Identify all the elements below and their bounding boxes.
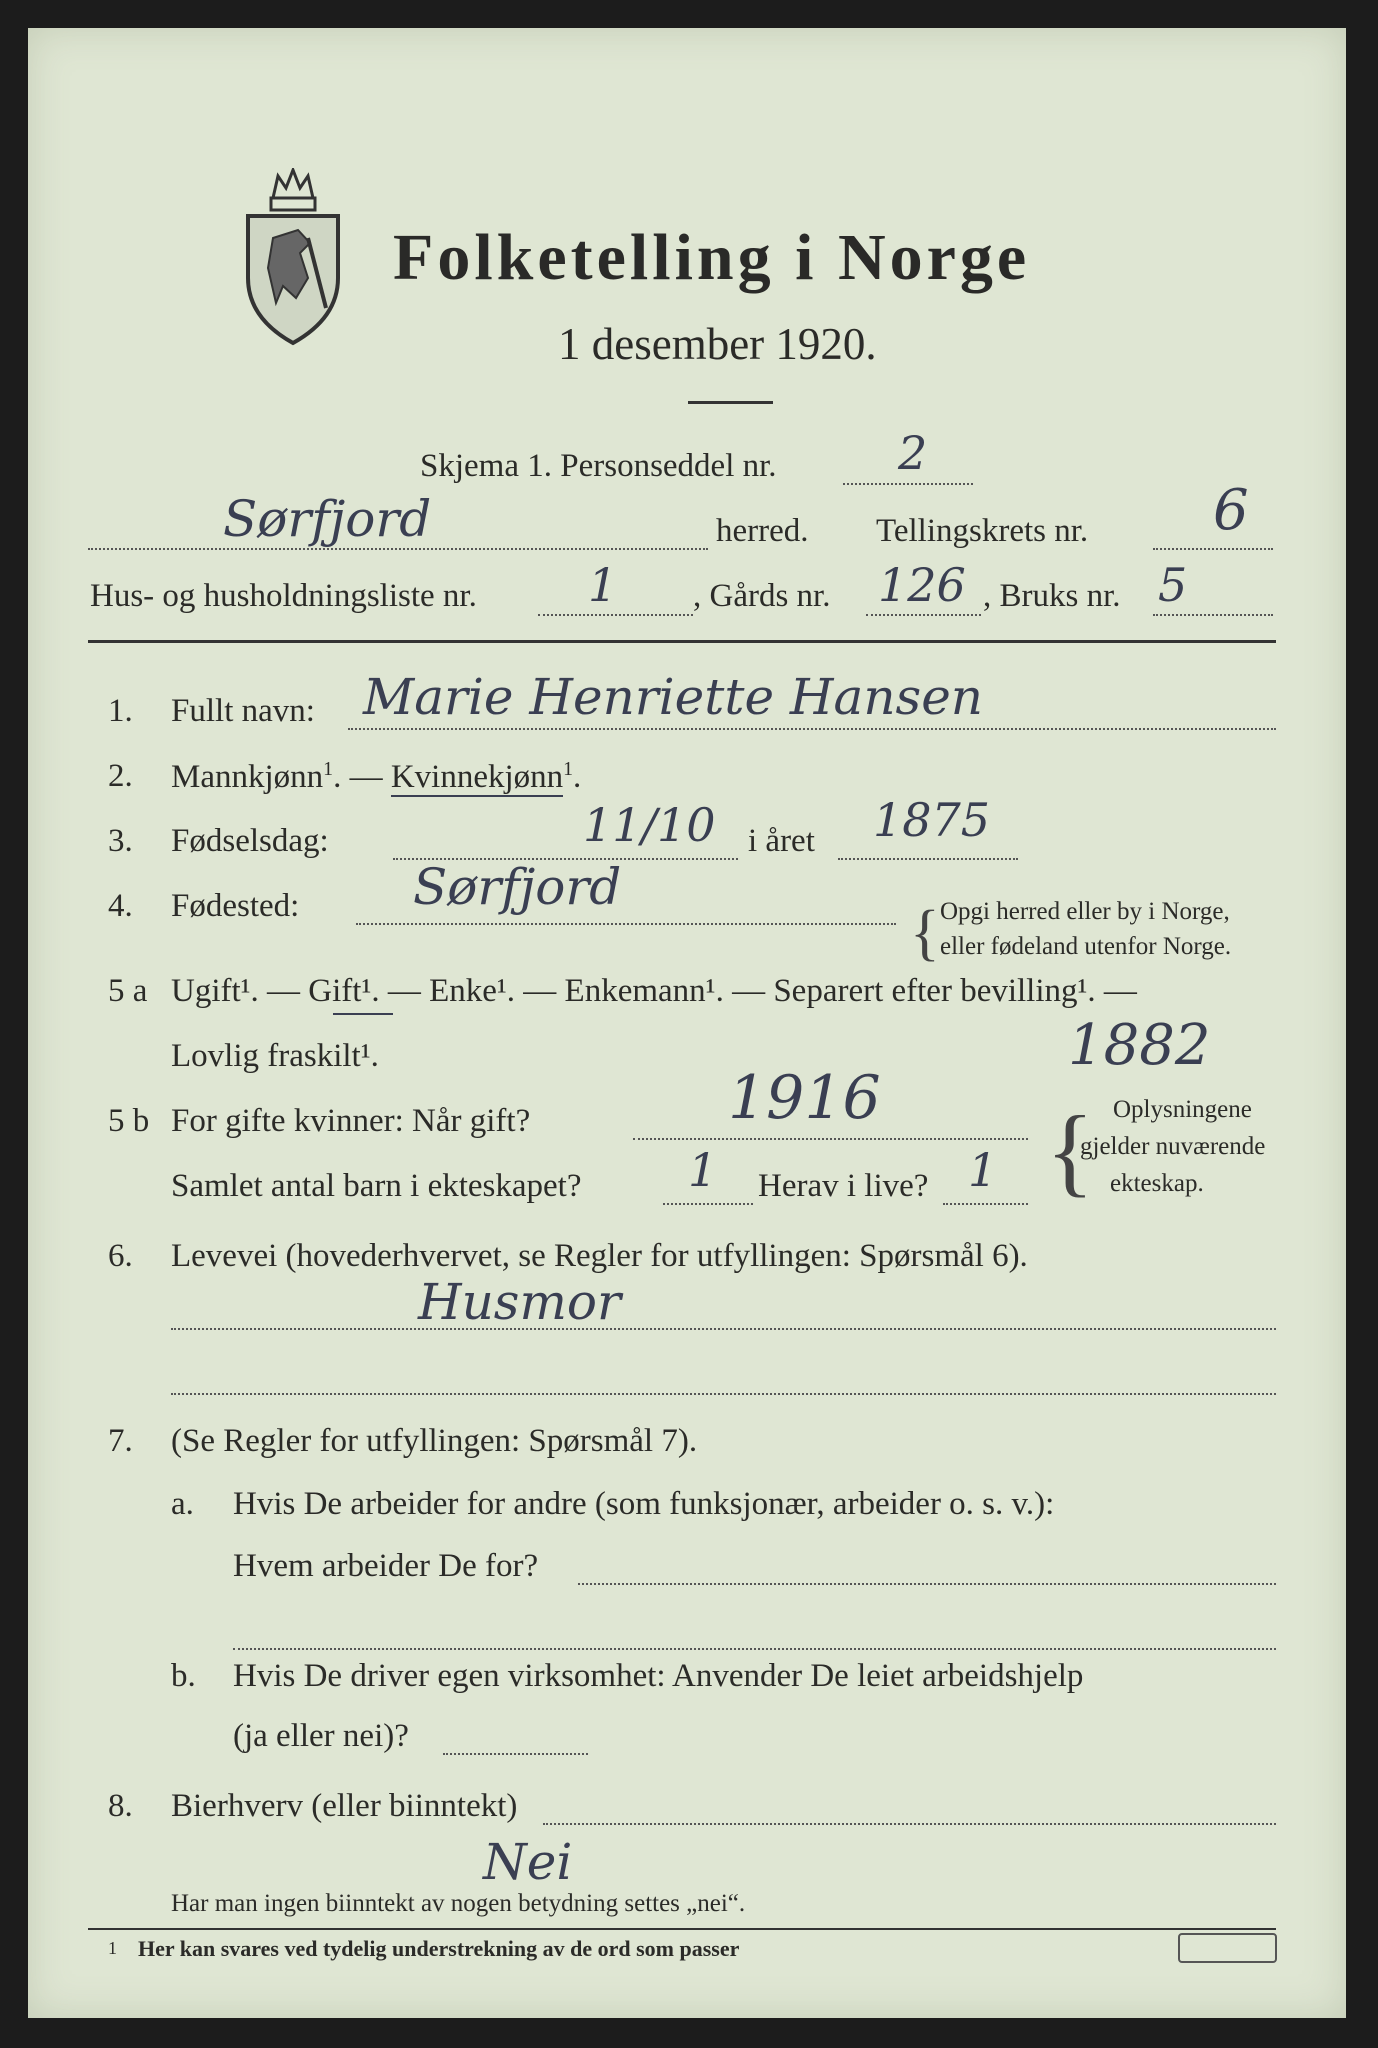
footnote-mark: 1 (108, 1938, 117, 1958)
skjema-label: Skjema 1. Personseddel nr. (420, 448, 777, 484)
q6-number: 6. (108, 1238, 133, 1274)
q5b-note-line2: gjelder nuværende (1080, 1133, 1266, 1160)
q7a-answer-line (578, 1583, 1276, 1585)
q6-label: Levevei (hovederhvervet, se Regler for utfyllingen: Spørsmål 6). (171, 1238, 1028, 1274)
gards-label: , Gårds nr. (693, 578, 831, 614)
q1-line (348, 728, 1276, 730)
q5b-note-line1: Oplysningene (1113, 1096, 1252, 1123)
q7a-line2: Hvem arbeider De for? (233, 1548, 539, 1584)
q7b-line2: (ja eller nei)? (233, 1718, 409, 1754)
full-name-value: Marie Henriette Hansen (363, 668, 983, 726)
bruks-value: 5 (1158, 558, 1188, 612)
q8-number: 8. (108, 1788, 133, 1824)
q3-year-label: i året (748, 823, 815, 859)
q5b-children-label: Samlet antal barn i ekteskapet? (171, 1168, 582, 1204)
norway-coat-of-arms-icon (238, 168, 348, 348)
marital-status-line2: Lovlig fraskilt¹. (171, 1038, 379, 1074)
gards-line (866, 614, 981, 616)
q5b-alive-line (943, 1203, 1028, 1205)
option-kvinnekjonn: Kvinnekjønn (390, 759, 564, 795)
footnote-text: Her kan svares ved tydelig understrekning av de ord som passer (138, 1936, 740, 1961)
q7-number: 7. (108, 1423, 133, 1459)
tellingskrets-value: 6 (1213, 478, 1249, 543)
q5b-alive-label: Herav i live? (758, 1168, 929, 1204)
q7-label: (Se Regler for utfyllingen: Spørsmål 7). (171, 1423, 698, 1459)
census-date: 1 desember 1920. (558, 319, 877, 369)
occupation-value: Husmor (418, 1273, 621, 1331)
q1-label: Fullt navn: (171, 693, 315, 729)
q7a-letter: a. (171, 1486, 194, 1522)
q4-line (356, 923, 896, 925)
children-count-value: 1 (688, 1143, 718, 1197)
tellingskrets-line (1153, 548, 1273, 550)
q6-line2 (171, 1393, 1276, 1395)
husholdningsliste-line (538, 614, 693, 616)
q7b-answer-line (443, 1753, 588, 1755)
q2-options: Mannkjønn$^1$. — Kvinnekjønn$^1$. (171, 758, 582, 795)
footer-rule (88, 1928, 1276, 1930)
q5b-number: 5 b (108, 1103, 150, 1139)
herred-label: herred. (716, 513, 809, 549)
extra-year-annotation: 1882 (1068, 1013, 1211, 1078)
q6-line1 (171, 1328, 1276, 1330)
q5b-children-line (663, 1203, 753, 1205)
q4-label: Fødested: (171, 888, 300, 924)
q3-number: 3. (108, 823, 133, 859)
q2-end: . (573, 759, 582, 795)
skjema-line (843, 483, 973, 485)
q4-brace: { (910, 899, 940, 967)
q5a-number: 5 a (108, 973, 148, 1009)
bruks-line (1153, 614, 1273, 616)
marital-status-options: Ugift¹. — Gift¹. — Enke¹. — Enkemann¹. — Separert efter bevilling¹. — (171, 973, 1137, 1009)
q2-separator: . — (333, 759, 383, 795)
marriage-year-value: 1916 (728, 1063, 881, 1133)
q8-line (543, 1823, 1276, 1825)
q5b-line (633, 1138, 1028, 1140)
form-title: Folketelling i Norge (393, 221, 1031, 294)
q7a-answer-line2 (233, 1648, 1276, 1650)
q3-label: Fødselsdag: (171, 823, 329, 859)
title-divider (688, 401, 773, 404)
q8-note: Har man ingen biinntekt av nogen betydning settes „nei“. (171, 1890, 746, 1917)
children-alive-value: 1 (968, 1143, 998, 1197)
q4-note-line2: eller fødeland utenfor Norge. (940, 933, 1232, 960)
q7b-letter: b. (171, 1658, 196, 1694)
herred-line (88, 548, 708, 550)
q4-note-line1: Opgi herred eller by i Norge, (940, 898, 1230, 925)
herred-value: Sørfjord (223, 490, 432, 548)
tellingskrets-label: Tellingskrets nr. (876, 513, 1089, 549)
q1-number: 1. (108, 693, 133, 729)
husholdningsliste-value: 1 (588, 558, 618, 612)
q2-number: 2. (108, 758, 133, 794)
q7b-line1: Hvis De driver egen virksomhet: Anvender De leiet arbeidshjelp (233, 1658, 1084, 1694)
birthplace-value: Sørfjord (413, 858, 622, 916)
birth-year-value: 1875 (873, 793, 991, 847)
husholdningsliste-label: Hus- og husholdningsliste nr. (90, 578, 477, 614)
printer-stamp (1178, 1933, 1277, 1963)
personseddel-number: 2 (898, 426, 928, 480)
option-mannkjonn: Mannkjønn (171, 759, 324, 795)
q5b-note-line3: ekteskap. (1110, 1170, 1204, 1197)
birth-date-value: 11/10 (583, 798, 716, 852)
bruks-label: , Bruks nr. (983, 578, 1121, 614)
side-income-value: Nei (483, 1833, 573, 1891)
gards-value: 126 (878, 558, 966, 612)
q8-label: Bierhverv (eller biinntekt) (171, 1788, 518, 1824)
q7a-line1: Hvis De arbeider for andre (som funksjonær, arbeider o. s. v.): (233, 1486, 1055, 1522)
q5b-label: For gifte kvinner: Når gift? (171, 1103, 531, 1139)
census-form-page (28, 28, 1346, 2018)
q4-number: 4. (108, 888, 133, 924)
header-rule (88, 640, 1276, 643)
q3-year-line (838, 858, 1018, 860)
q5b-brace: { (1046, 1095, 1094, 1206)
gift-underline (333, 1013, 393, 1015)
